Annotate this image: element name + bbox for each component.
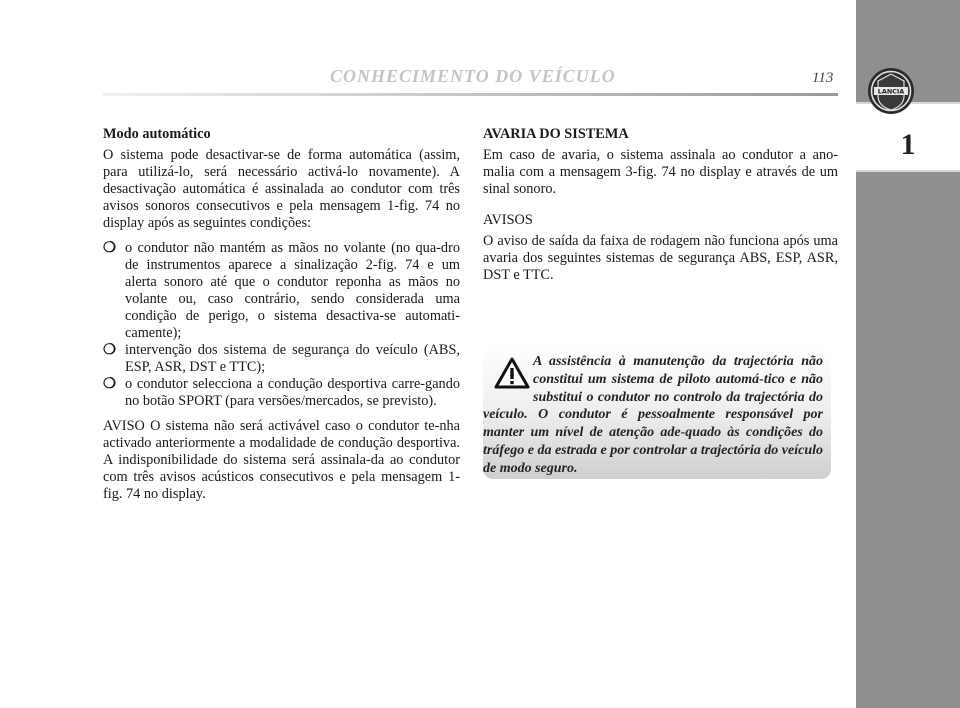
list-item (103, 342, 460, 376)
page-number: 113 (812, 70, 834, 86)
lancia-logo-icon (866, 66, 916, 116)
bullet-icon: ❍ (103, 376, 116, 392)
logo-wordmark: LANCIA (877, 87, 905, 96)
left-column (103, 126, 460, 511)
bullet-icon: ❍ (103, 240, 116, 256)
paragraph: O sistema pode desactivar-se de forma automática (assim, para utilizá-lo, será necessário activá-lo novamente). A desactivação automática é assinalada ao condutor com três avisos sonoros consecutivos e pela mensagem 1-fig. 74 no display após as seguintes condições: (103, 147, 460, 231)
section-heading: Modo automático (103, 126, 211, 142)
list-item-text: o condutor não mantém as mãos no volante (no qua-dro de instrumentos aparece a sinalização 2-fig. 74 e um alerta sonoro até que o condutor reponha as mãos no volante ou, caso contrário, sendo considerada uma condição de perigo, o sistema desactiva-se automati-camente); (125, 240, 460, 341)
icon-spacer (483, 353, 533, 391)
header-divider (103, 93, 838, 96)
right-column (483, 126, 838, 292)
paragraph: O aviso de saída da faixa de rodagem não funciona após uma avaria dos seguintes sistemas de segurança ABS, ESP, ASR, DST e TTC. (483, 233, 838, 283)
sidebar-separator (856, 170, 960, 172)
list-item-text: o condutor selecciona a condução desportiva carre-gando no botão SPORT (para versões/mercados, se previsto). (125, 376, 460, 409)
warning-text: A assistência à manutenção da trajectória não constitui um sistema de piloto automá-tico e não substitui o condutor no controlo da trajectória do veículo. O condutor é pessoalmente responsável por manter um nível de atenção ade-quado às condições do tráfego e da estrada e por controlar a trajectória do veículo de modo seguro. (483, 354, 823, 476)
section-heading: AVARIA DO SISTEMA (483, 126, 629, 142)
running-header-title: CONHECIMENTO DO VEÍCULO (330, 66, 616, 86)
chapter-tab[interactable]: 1 (856, 104, 960, 170)
list-item-text: intervenção dos sistema de segurança do veículo (ABS, ESP, ASR, DST e TTC); (125, 342, 460, 375)
list-item (103, 376, 460, 410)
paragraph: Em caso de avaria, o sistema assinala ao condutor a ano-malia com a mensagem 3-fig. 74 no display e através de um sinal sonoro. (483, 147, 838, 197)
paragraph: AVISO O sistema não será activável caso o condutor te-nha activado anteriormente a modalidade de condução desportiva. A indisponibilidade do sistema será assinala-da ao condutor com três avisos acústicos consecutivos e pela mensagem 1-fig. 74 no display. (103, 418, 460, 502)
avisos-label: AVISOS (483, 212, 533, 228)
bullet-icon: ❍ (103, 342, 116, 358)
condition-list (103, 240, 460, 410)
warning-text-container (483, 353, 823, 478)
list-item (103, 240, 460, 342)
